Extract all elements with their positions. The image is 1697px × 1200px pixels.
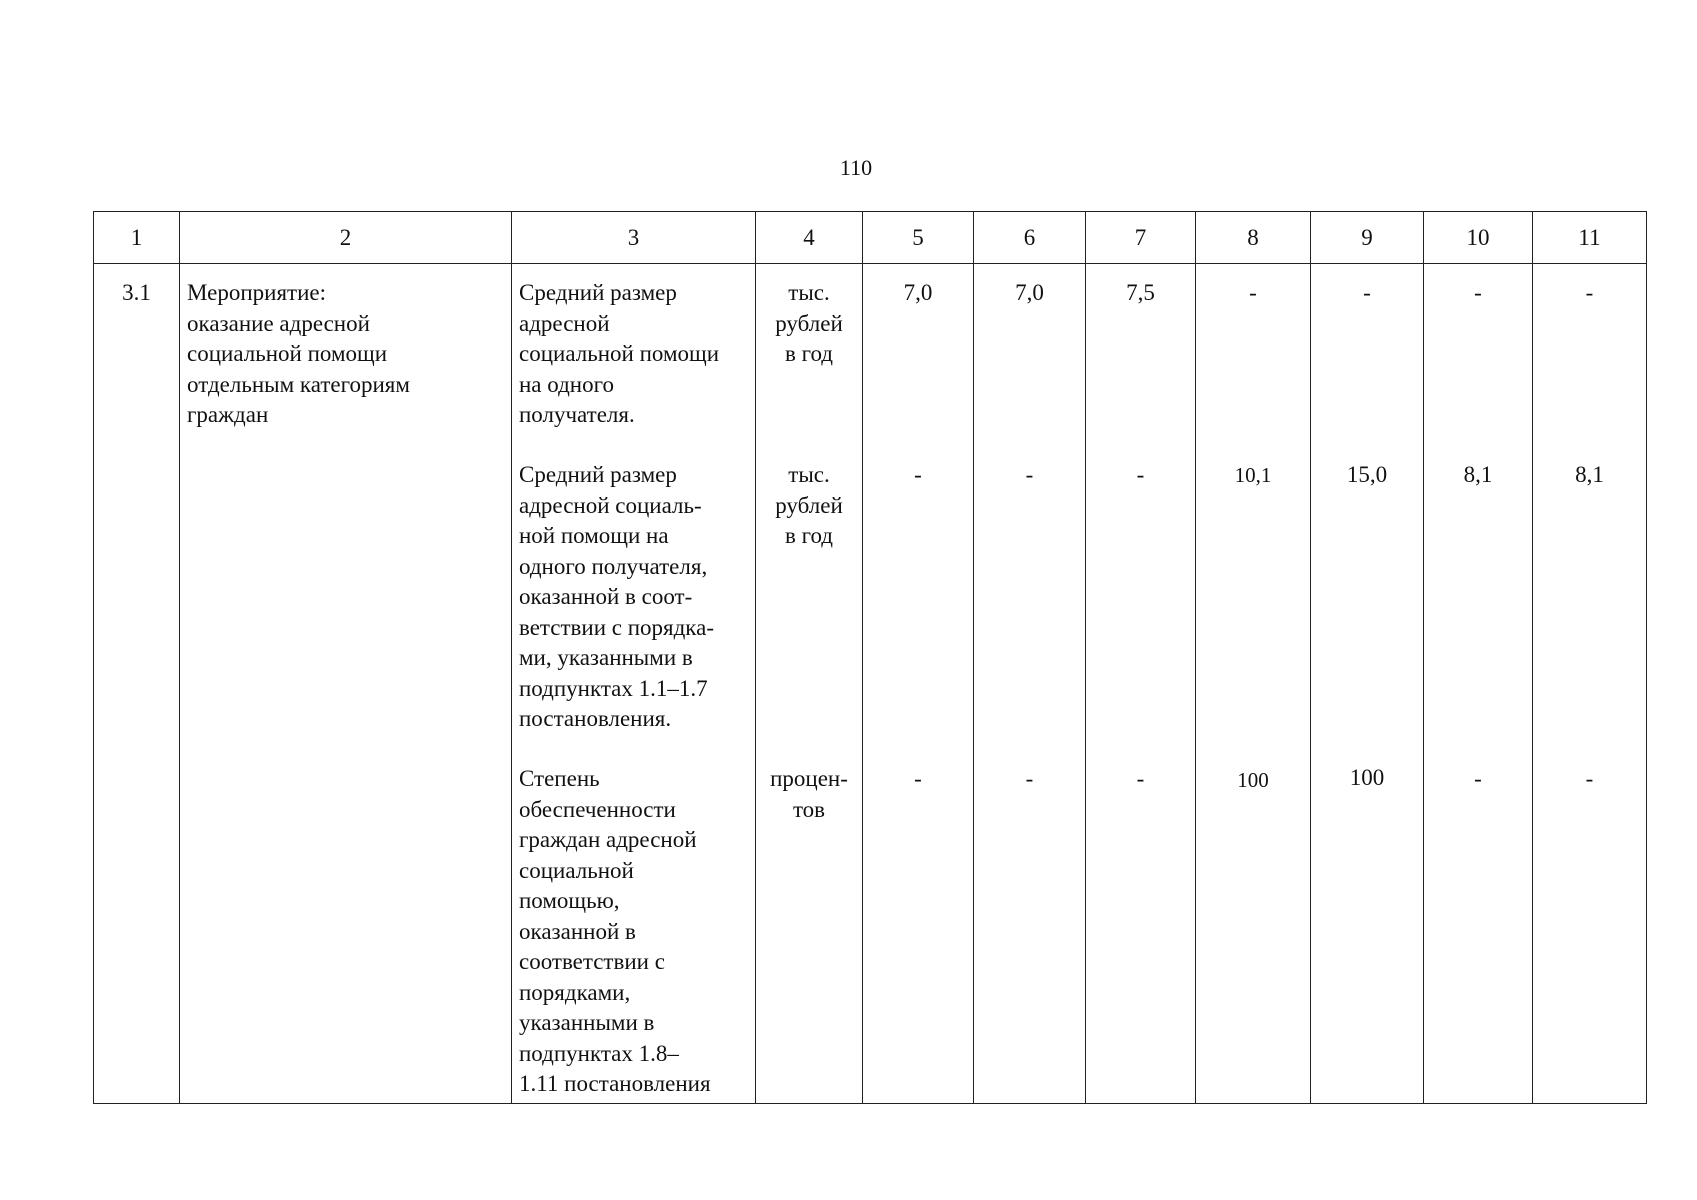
value-cell <box>1196 264 1311 1104</box>
value: 7,0 <box>903 280 933 305</box>
column-number: 7 <box>1086 212 1196 264</box>
row-number: 3.1 <box>122 280 151 305</box>
indicator-name: Средний размер адресной социаль- ной помощи на одного получателя, оказанной в соот- ветствии с порядка- ми, указанными в подпунктах 1.1–1.7 постановления. <box>519 462 714 731</box>
value-cell <box>1533 264 1647 1104</box>
value: 8,1 <box>1463 462 1493 487</box>
unit-cell <box>756 264 863 1104</box>
value: 7,5 <box>1126 280 1155 305</box>
value: - <box>1249 280 1257 305</box>
page-number: 110 <box>839 155 873 180</box>
value: - <box>1474 766 1482 791</box>
value: - <box>1585 766 1594 791</box>
value: - <box>1136 766 1145 791</box>
value: - <box>914 766 922 791</box>
column-number: 1 <box>94 212 180 264</box>
value: 15,0 <box>1346 462 1388 487</box>
value-cell <box>1086 264 1196 1104</box>
row-number-cell <box>94 264 180 1104</box>
indicator-name-cell <box>512 264 756 1104</box>
value-cell <box>974 264 1086 1104</box>
value: - <box>914 462 922 487</box>
column-number: 4 <box>756 212 863 264</box>
measure-text: Мероприятие: оказание адресной социальной помощи отдельным категориям граждан <box>187 280 410 427</box>
unit-text: тыс. рублей в год <box>775 462 843 548</box>
value: 10,1 <box>1234 463 1272 487</box>
indicators-table <box>93 211 1647 1104</box>
indicator-name: Степень обеспеченности граждан адресной социальной помощью, оказанной в соответствии с порядками, указанными в подпунктах 1.8– 1.11 постановления <box>519 766 711 1096</box>
value: - <box>1025 766 1034 791</box>
measure-cell <box>180 264 512 1104</box>
column-number: 8 <box>1196 212 1311 264</box>
value: 100 <box>1237 768 1269 792</box>
value: 7,0 <box>1015 280 1044 305</box>
value-cell <box>1311 264 1424 1104</box>
value: - <box>1474 280 1482 305</box>
column-number-row <box>94 212 1647 264</box>
value: - <box>1363 280 1371 305</box>
column-number: 11 <box>1533 212 1647 264</box>
indicator-name: Средний размер адресной социальной помощи на одного получателя. <box>519 280 720 427</box>
value-cell <box>863 264 974 1104</box>
unit-text: процен- тов <box>770 766 848 822</box>
table-row <box>94 264 1647 1104</box>
value: - <box>1585 280 1594 305</box>
column-number: 5 <box>863 212 974 264</box>
value-cell <box>1424 264 1533 1104</box>
value: - <box>1025 462 1034 487</box>
column-number: 9 <box>1311 212 1424 264</box>
unit-text: тыс. рублей в год <box>775 280 843 366</box>
column-number: 2 <box>180 212 512 264</box>
value: - <box>1136 462 1145 487</box>
column-number: 6 <box>974 212 1086 264</box>
column-number: 3 <box>512 212 756 264</box>
value: 100 <box>1349 765 1385 790</box>
column-number: 10 <box>1424 212 1533 264</box>
value: 8,1 <box>1575 462 1604 487</box>
